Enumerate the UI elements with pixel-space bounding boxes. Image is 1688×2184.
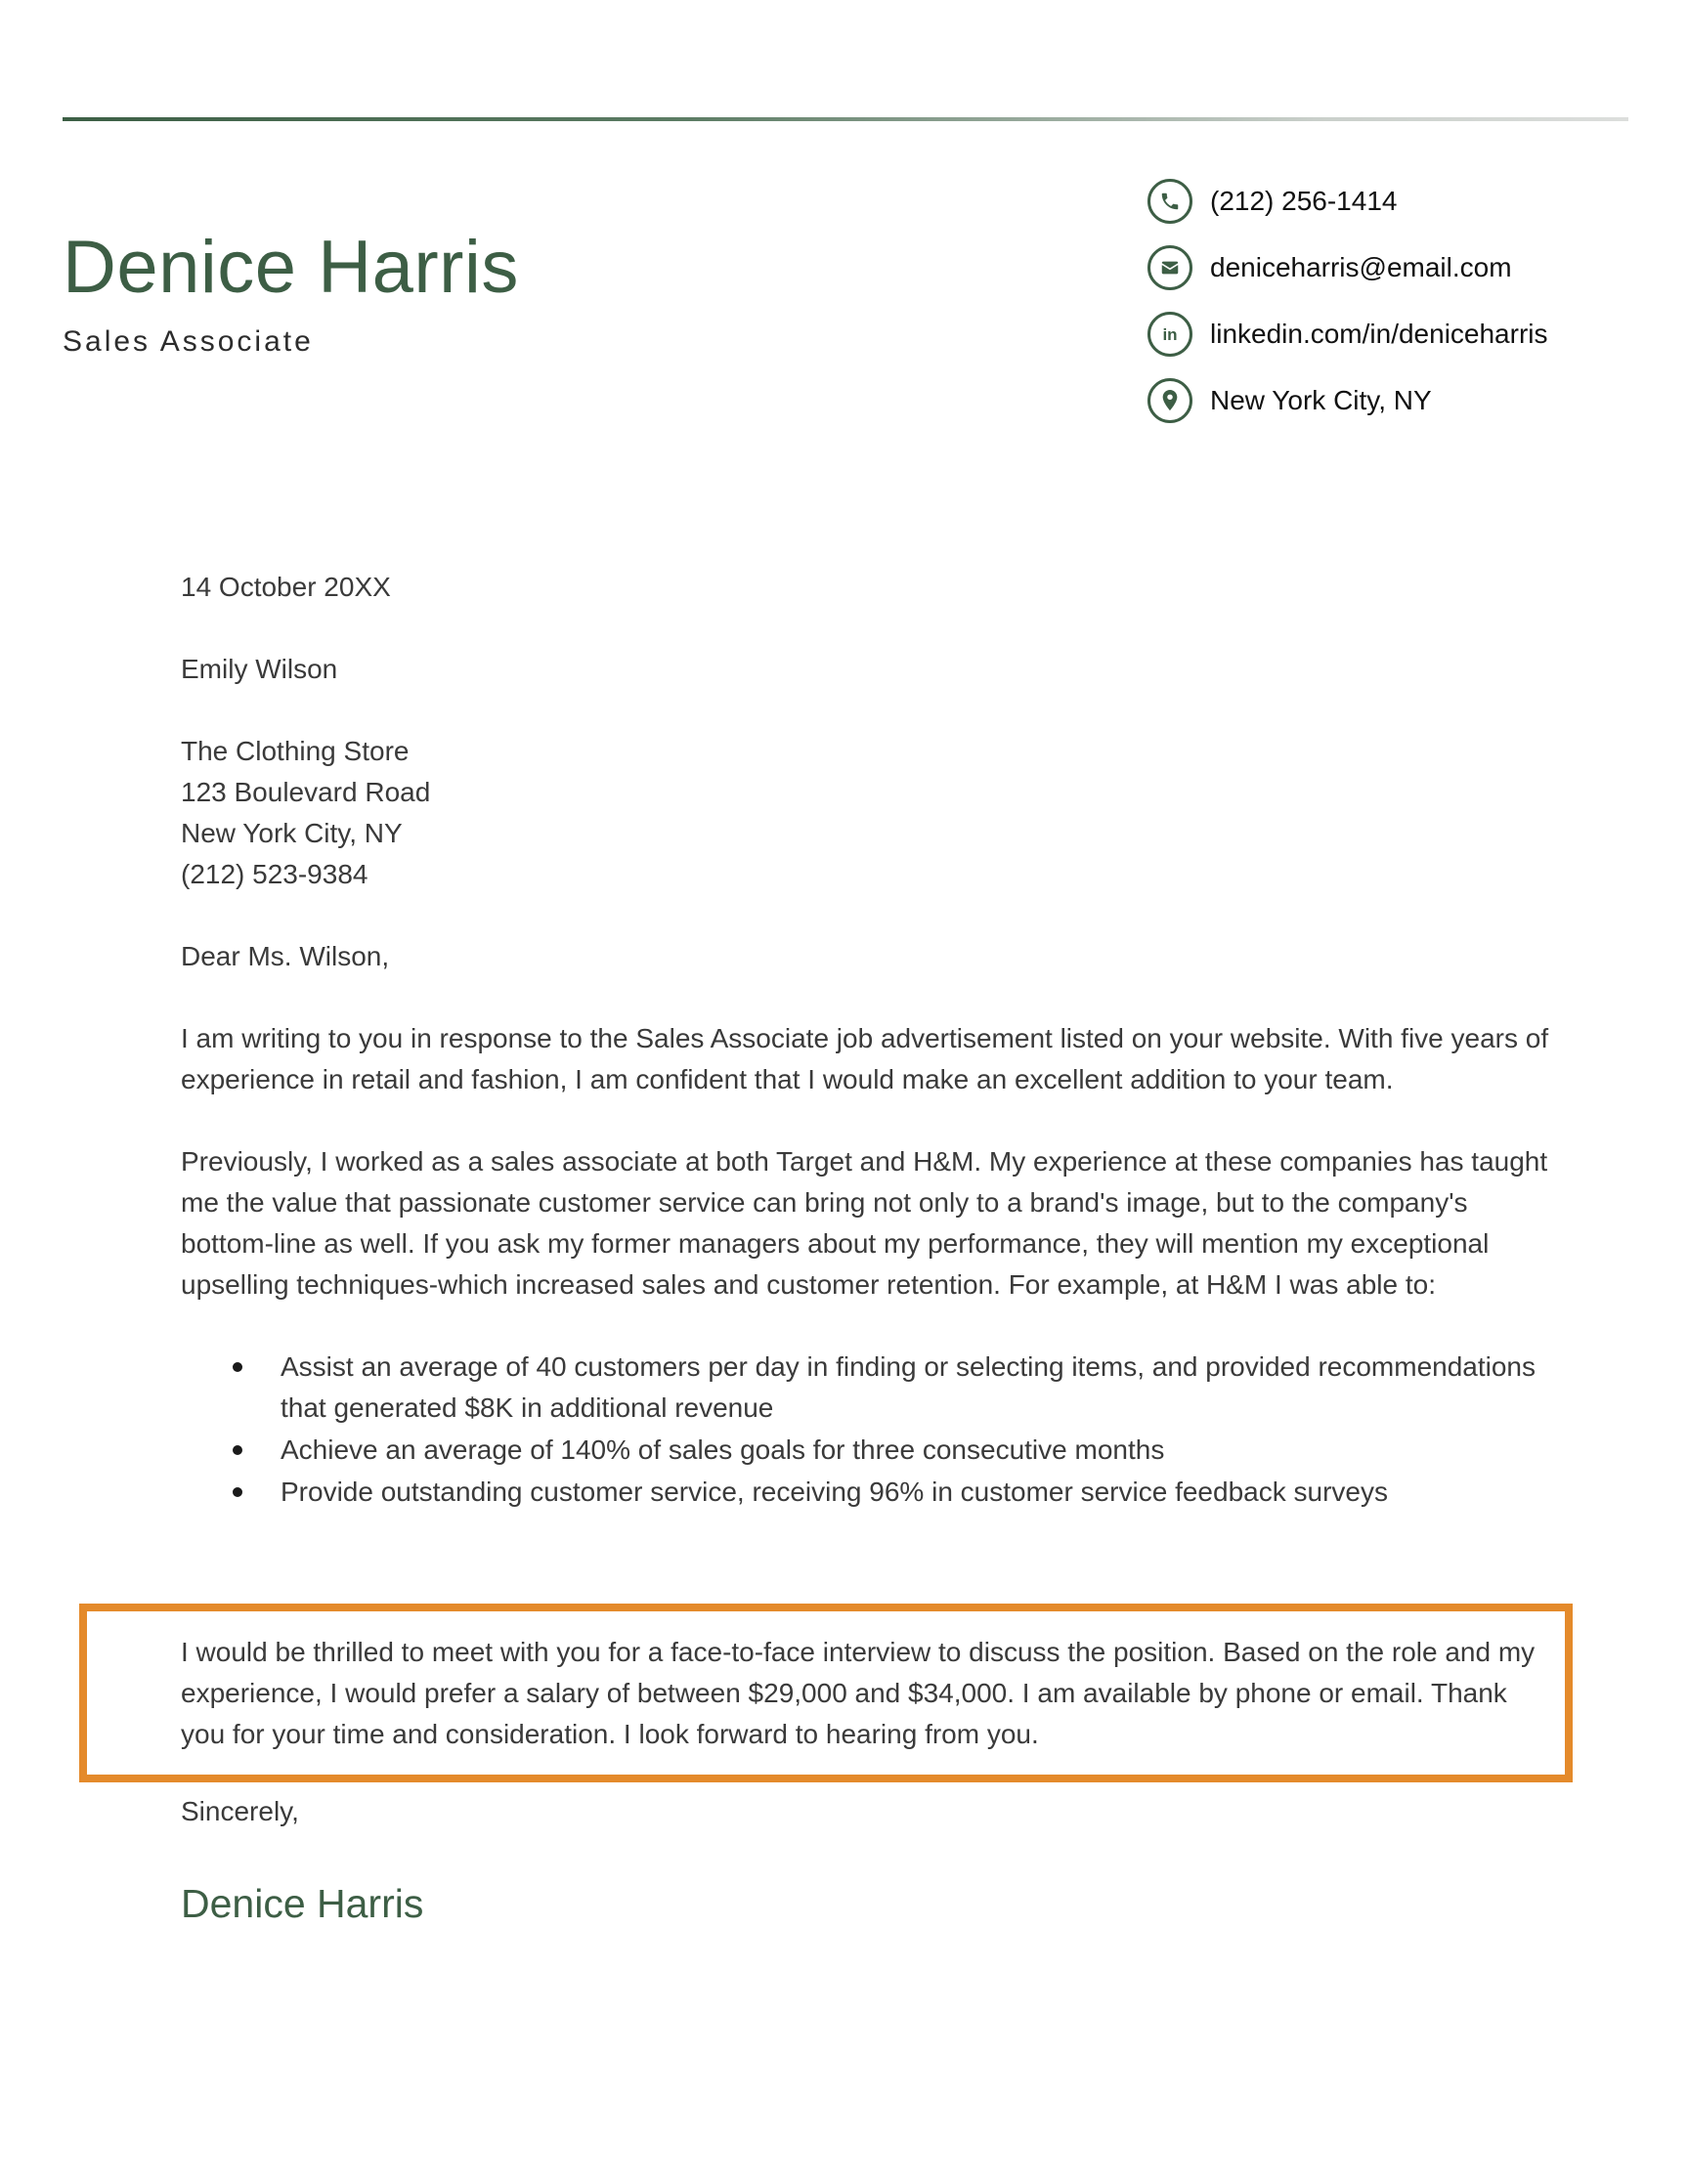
- contact-email-text: deniceharris@email.com: [1210, 252, 1512, 282]
- recipient-name: Emily Wilson: [181, 654, 338, 684]
- experience-paragraph: Previously, I worked as a sales associate at both Target and H&M. My experience at these companies has taught me the value that passionate customer service can bring not only to a brand's image, but to the company's bottom-line as well. If you ask my former managers about my performance, they will mention my exceptional upselling techniques-which increased sales and customer retention. For example, at H&M I was able to:: [181, 1146, 1548, 1300]
- bullet-icon: [233, 1362, 242, 1372]
- applicant-name: Denice Harris: [63, 226, 519, 309]
- contact-linkedin: [1147, 301, 1636, 367]
- location-icon: [1147, 378, 1192, 423]
- closing-paragraph: I would be thrilled to meet with you for a face-to-face interview to discuss the position. Based on the role and my experience, I would prefer a salary of between $29,000 and $34,000. I am available by phone or email. Thank you for your time and consideration. I look forward to hearing from you.: [181, 1637, 1536, 1749]
- applicant-role: Sales Associate: [63, 325, 314, 358]
- contact-location-text: New York City, NY: [1210, 385, 1432, 415]
- bullet-icon: [233, 1487, 242, 1497]
- letter-body: [181, 567, 1549, 1514]
- recipient-company: The Clothing Store: [181, 736, 410, 766]
- recipient-phone: (212) 523-9384: [181, 859, 368, 889]
- recipient-city: New York City, NY: [181, 818, 403, 848]
- intro-paragraph: I am writing to you in response to the Sales Associate job advertisement listed on your website. With five years of experience in retail and fashion, I am confident that I would make an excellent addition to your team.: [181, 1023, 1549, 1094]
- contact-phone: [1147, 168, 1636, 235]
- contact-location: [1147, 367, 1636, 434]
- contact-info: [1147, 168, 1636, 434]
- recipient-street: 123 Boulevard Road: [181, 777, 431, 807]
- contact-linkedin-text: linkedin.com/in/deniceharris: [1210, 319, 1548, 349]
- list-item: Achieve an average of 140% of sales goals for three consecutive months: [181, 1430, 1549, 1471]
- bullet-icon: [233, 1445, 242, 1455]
- header-divider: [63, 117, 1628, 121]
- phone-icon: [1147, 179, 1192, 224]
- contact-email: [1147, 235, 1636, 301]
- contact-phone-text: (212) 256-1414: [1210, 186, 1398, 216]
- salutation: Dear Ms. Wilson,: [181, 941, 390, 971]
- list-item: Assist an average of 40 customers per day in finding or selecting items, and provided recommendations that generated $8K in additional revenue: [181, 1347, 1549, 1429]
- signoff: Sincerely,: [181, 1796, 299, 1826]
- linkedin-icon: [1147, 312, 1192, 357]
- signature-name: Denice Harris: [181, 1881, 424, 1926]
- svg-text:in: in: [1162, 325, 1178, 344]
- email-icon: [1147, 245, 1192, 290]
- letter-date: 14 October 20XX: [181, 572, 391, 602]
- achievement-list: [181, 1347, 1549, 1513]
- list-item: Provide outstanding customer service, receiving 96% in customer service feedback surveys: [181, 1472, 1549, 1513]
